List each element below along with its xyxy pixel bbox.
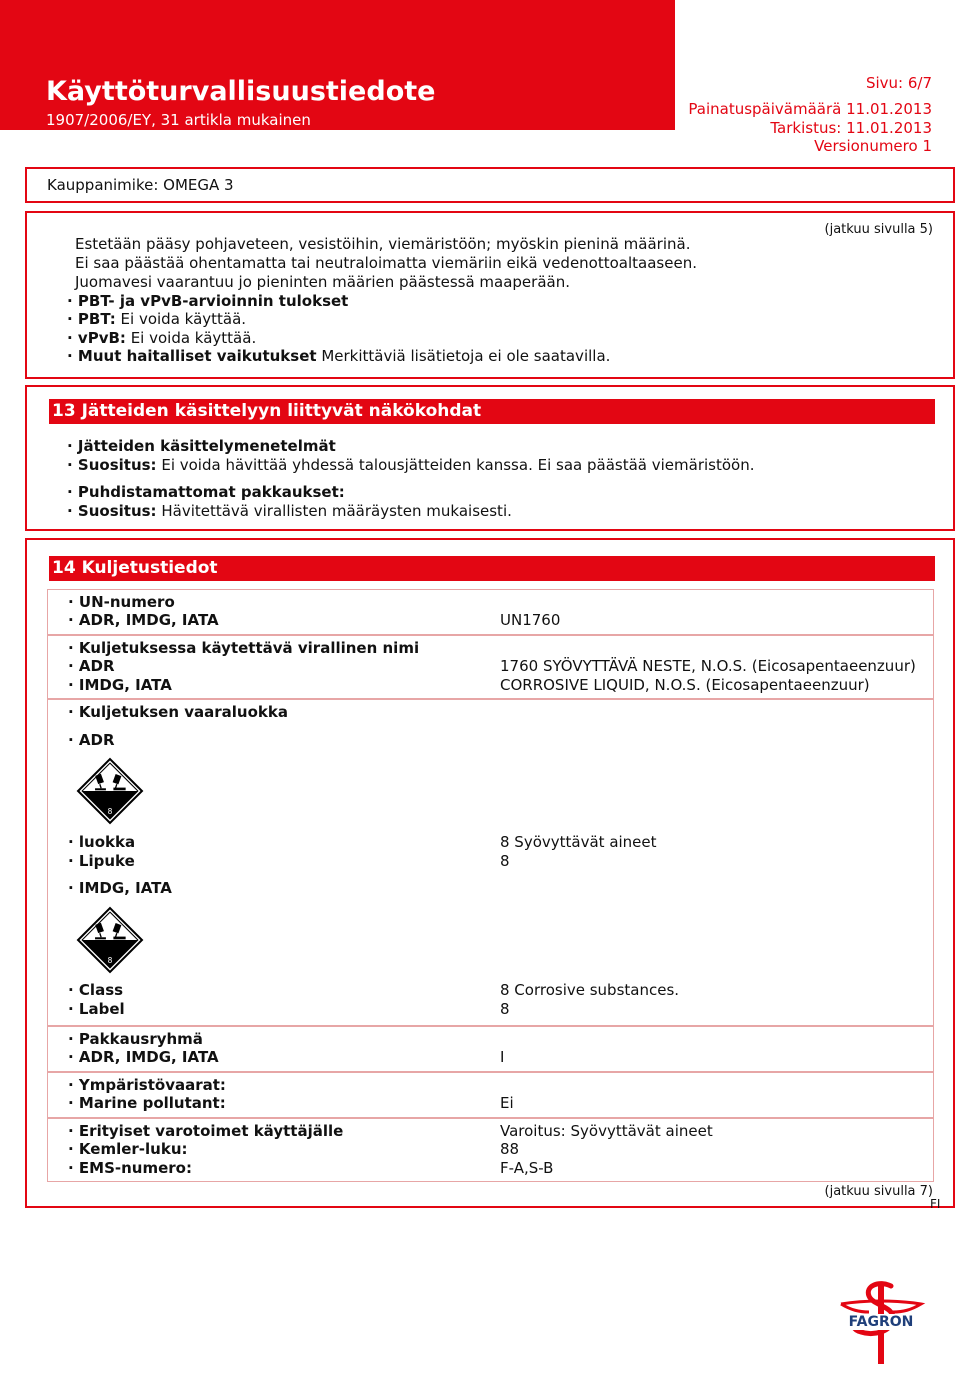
packing-group [47,1026,934,1072]
kemler-value: 88 [500,1140,520,1158]
print-date: Painatuspäivämäärä 11.01.2013 [688,100,932,118]
recommendation-label: · Suositus: [67,502,157,520]
pbt-title: · PBT- ja vPvB-arvioinnin tulokset [67,292,349,310]
environmental-group [47,1072,934,1118]
special-precautions-group [47,1118,934,1182]
document-title: Käyttöturvallisuustiedote [46,76,436,107]
disposal-method-title: · Jätteiden käsittelymenetelmät [67,437,336,455]
pbt-label: · PBT: [67,310,116,328]
document-subtitle: 1907/2006/EY, 31 artikla mukainen [46,111,311,129]
section-13-box [25,385,955,531]
ems-value: F-A,S-B [500,1159,554,1177]
logo-text: FAGRON [848,1314,914,1330]
corrosive-pictogram-icon [76,757,144,825]
continued-from: (jatkuu sivulla 5) [824,222,933,237]
other-effects-row [67,349,610,364]
imdg-class-value: 8 Corrosive substances. [500,981,680,999]
recommendation-label: · Suositus: [67,456,157,474]
adr-lipuke-value: 8 [500,852,510,870]
adr-label: · ADR [68,731,115,749]
imdg-iata-label: · IMDG, IATA [68,879,172,897]
vpvb-label: · vPvB: [67,329,126,347]
other-effects-label: · Muut haitalliset vaikutukset [67,347,317,365]
kemler-label: · Kemler-luku: [68,1140,188,1158]
hazard-class-group [47,699,934,1026]
section-14-heading: 14 Kuljetustiedot [49,556,935,581]
section-13-heading: 13 Jätteiden käsittelyyn liittyvät näkökohdat [49,399,935,424]
shipping-name-imdg-label: · IMDG, IATA [68,676,172,694]
product-name-box [25,167,955,203]
packaging-recommendation-row [67,504,512,519]
vpvb-value: Ei voida käyttää. [130,329,257,347]
fagron-logo [835,1280,927,1368]
pictogram-number: 8 [107,807,113,817]
packing-group-value: I [500,1048,505,1066]
corrosive-pictogram-icon [76,906,144,974]
un-number-group [47,589,934,635]
un-number-value: UN1760 [500,611,561,629]
special-precautions-label: · Erityiset varotoimet käyttäjälle [68,1122,344,1140]
packing-group-title: · Pakkausryhmä [68,1030,203,1048]
environmental-title: · Ympäristövaarat: [68,1076,226,1094]
pbt-row [67,312,246,327]
revision-date: Tarkistus: 11.01.2013 [770,119,932,137]
section-14-box [25,538,955,1211]
marine-pollutant-value: Ei [500,1094,514,1112]
recommendation-value: Ei voida hävittää yhdessä talousjätteiden kanssa. Ei saa päästää viemäristöön. [161,456,755,474]
version-number: Versionumero 1 [814,137,932,155]
imdg-class-label: · Class [68,981,124,999]
other-effects-value: Merkittäviä lisätietoja ei ole saatavilla. [321,347,611,365]
packing-group-mode: · ADR, IMDG, IATA [68,1048,219,1066]
shipping-name-adr-value: 1760 SYÖVYTTÄVÄ NESTE, N.O.S. (Eicosapentaeenzuur) [500,657,916,675]
adr-class-label: · luokka [68,833,136,851]
recommendation-value: Hävitettävä virallisten määräysten mukaisesti. [161,502,512,520]
shipping-name-group [47,635,934,699]
vpvb-row [67,331,256,346]
section12-line-3: Juomavesi vaarantuu jo pieninten määrien päästessä maaperään. [75,273,570,291]
packaging-title: · Puhdistamattomat pakkaukset: [67,483,345,501]
special-precautions-value: Varoitus: Syövyttävät aineet [500,1122,713,1140]
adr-class-value: 8 Syövyttävät aineet [500,833,657,851]
pbt-value: Ei voida käyttää. [120,310,247,328]
section-12-box [25,211,955,379]
ems-label: · EMS-numero: [68,1159,192,1177]
section12-line-1: Estetään pääsy pohjaveteen, vesistöihin, viemäristöön; myöskin pieninä määrinä. [75,235,691,253]
disposal-recommendation-row [67,458,754,473]
pictogram-number: 8 [107,956,113,966]
section12-line-2: Ei saa päästää ohentamatta tai neutraloimatta viemäriin eikä vedenottoaltaaseen. [75,254,697,272]
imdg-label-label: · Label [68,1000,125,1018]
hazard-class-title: · Kuljetuksen vaaraluokka [68,703,288,721]
un-number-mode: · ADR, IMDG, IATA [68,611,219,629]
shipping-name-imdg-value: CORROSIVE LIQUID, N.O.S. (Eicosapentaeenzuur) [500,676,870,694]
page-number: Sivu: 6/7 [865,74,932,92]
shipping-name-title: · Kuljetuksessa käytettävä virallinen nimi [68,639,420,657]
un-number-title: · UN-numero [68,593,175,611]
adr-lipuke-label: · Lipuke [68,852,135,870]
shipping-name-adr-label: · ADR [68,657,115,675]
marine-pollutant-label: · Marine pollutant: [68,1094,226,1112]
product-name: Kauppanimike: OMEGA 3 [47,176,234,194]
imdg-label-value: 8 [500,1000,510,1018]
language-code: FI [930,1197,941,1211]
continued-on: (jatkuu sivulla 7) [824,1184,933,1199]
